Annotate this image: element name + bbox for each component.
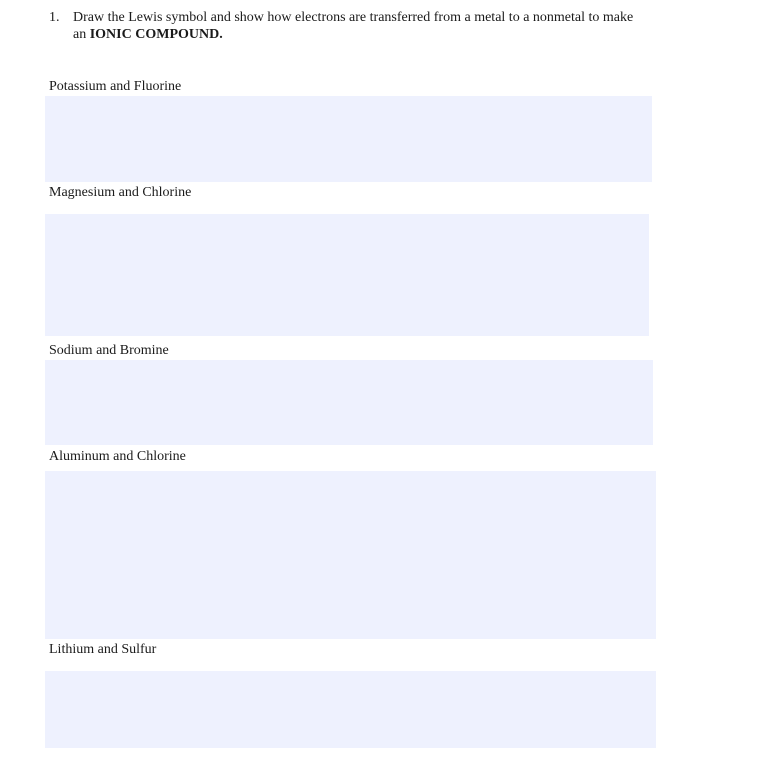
item-label-lithium-sulfur: Lithium and Sulfur [49, 642, 157, 657]
answer-field-sodium-bromine[interactable] [45, 360, 653, 445]
prompt-line-2-prefix: an [73, 27, 90, 42]
item-label-aluminum-chlorine: Aluminum and Chlorine [49, 449, 186, 464]
question-number: 1. [49, 10, 60, 25]
answer-field-aluminum-chlorine[interactable] [45, 471, 656, 639]
item-label-magnesium-chlorine: Magnesium and Chlorine [49, 185, 192, 200]
answer-field-potassium-fluorine[interactable] [45, 96, 652, 182]
answer-field-magnesium-chlorine[interactable] [45, 214, 649, 336]
item-label-sodium-bromine: Sodium and Bromine [49, 343, 169, 358]
prompt-line-1: Draw the Lewis symbol and show how electrons are transferred from a metal to a nonmetal to make [73, 10, 634, 25]
question-prompt [73, 9, 683, 43]
prompt-emphasis: IONIC COMPOUND. [89, 27, 223, 42]
item-label-potassium-fluorine: Potassium and Fluorine [49, 79, 182, 94]
answer-field-lithium-sulfur[interactable] [45, 671, 656, 748]
